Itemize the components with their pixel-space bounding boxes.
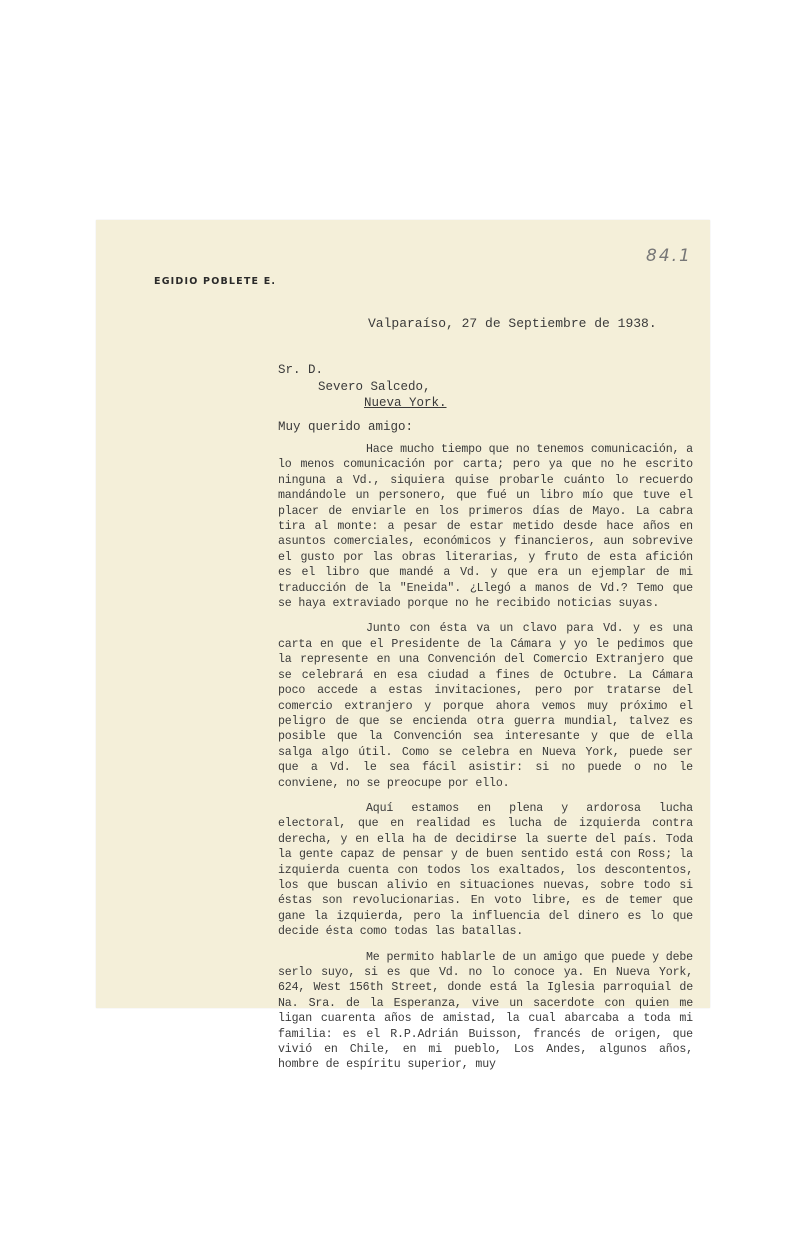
salutation: Muy querido amigo:: [278, 420, 414, 434]
folio-number: 84.1: [646, 246, 692, 266]
letter-body: [278, 442, 693, 1083]
letterhead: EGIDIO POBLETE E.: [154, 276, 277, 287]
paragraph-1: Hace mucho tiempo que no tenemos comunicación, a lo menos comunicación por carta; pero ya que no he escrito ninguna a Vd., siquiera quise probarle cuánto lo recuerdo mandándole un personero, que fué un libro mío que tuve el placer de enviarle en los primeros días de Mayo. La cabra tira al monte: a pesar de estar metido desde hace años en asuntos comerciales, económicos y financieros, aun sobrevive el gusto por las obras literarias, y fruto de esta afición es el libro que mandé a Vd. y que era un ejemplar de mi traducción de la "Eneida". ¿Llegó a manos de Vd.? Temo que se haya extraviado porque no he recibido noticias suyas.: [278, 443, 693, 611]
address-line-1: Sr. D.: [278, 363, 324, 377]
address-line-3: Nueva York.: [364, 396, 447, 410]
dateline: Valparaíso, 27 de Septiembre de 1938.: [368, 316, 657, 331]
paragraph-4: Me permito hablarle de un amigo que puede y debe serlo suyo, si es que Vd. no lo conoce ya. En Nueva York, 624, West 156th Street, donde está la Iglesia parroquial de Na. Sra. de la Esperanza, vive un sacerdote con quien me ligan cuarenta años de amistad, la cual abarcaba a toda mi familia: es el R.P.Adrián Buisson, francés de origen, que vivió en Chile, en mi pueblo, Los Andes, algunos años, hombre de espíritu superior, muy: [278, 950, 693, 1072]
address-line-2: Severo Salcedo,: [318, 380, 431, 394]
letter-page: [96, 220, 710, 1072]
paragraph-3: Aquí estamos en plena y ardorosa lucha electoral, que en realidad es lucha de izquierda contra derecha, y en ella ha de decidirse la suerte del país. Toda la gente capaz de pensar y de buen sentido está con Ross; la izquierda cuenta con todos los exaltados, los descontentos, los que buscan alivio en situaciones nuevas, sobre todo si éstas son revolucionarias. En voto libre, es de temer que gane la izquierda, pero la influencia del dinero es lo que decide ésta como todas las batallas.: [278, 801, 693, 939]
paragraph-2: Junto con ésta va un clavo para Vd. y es una carta en que el Presidente de la Cámara y yo le pedimos que la represente en una Convención del Comercio Extranjero que se celebrará en esa ciudad a fines de Octubre. La Cámara poco accede a estas invitaciones, pero por tratarse del comercio extranjero y porque ahora vemos muy próximo el peligro de que se encienda otra guerra mundial, talvez es posible que la Convención sea interesante y que de ella salga algo útil. Como se celebra en Nueva York, puede ser que a Vd. le sea fácil asistir: si no puede o no le conviene, no se preocupe por ello.: [278, 622, 693, 790]
